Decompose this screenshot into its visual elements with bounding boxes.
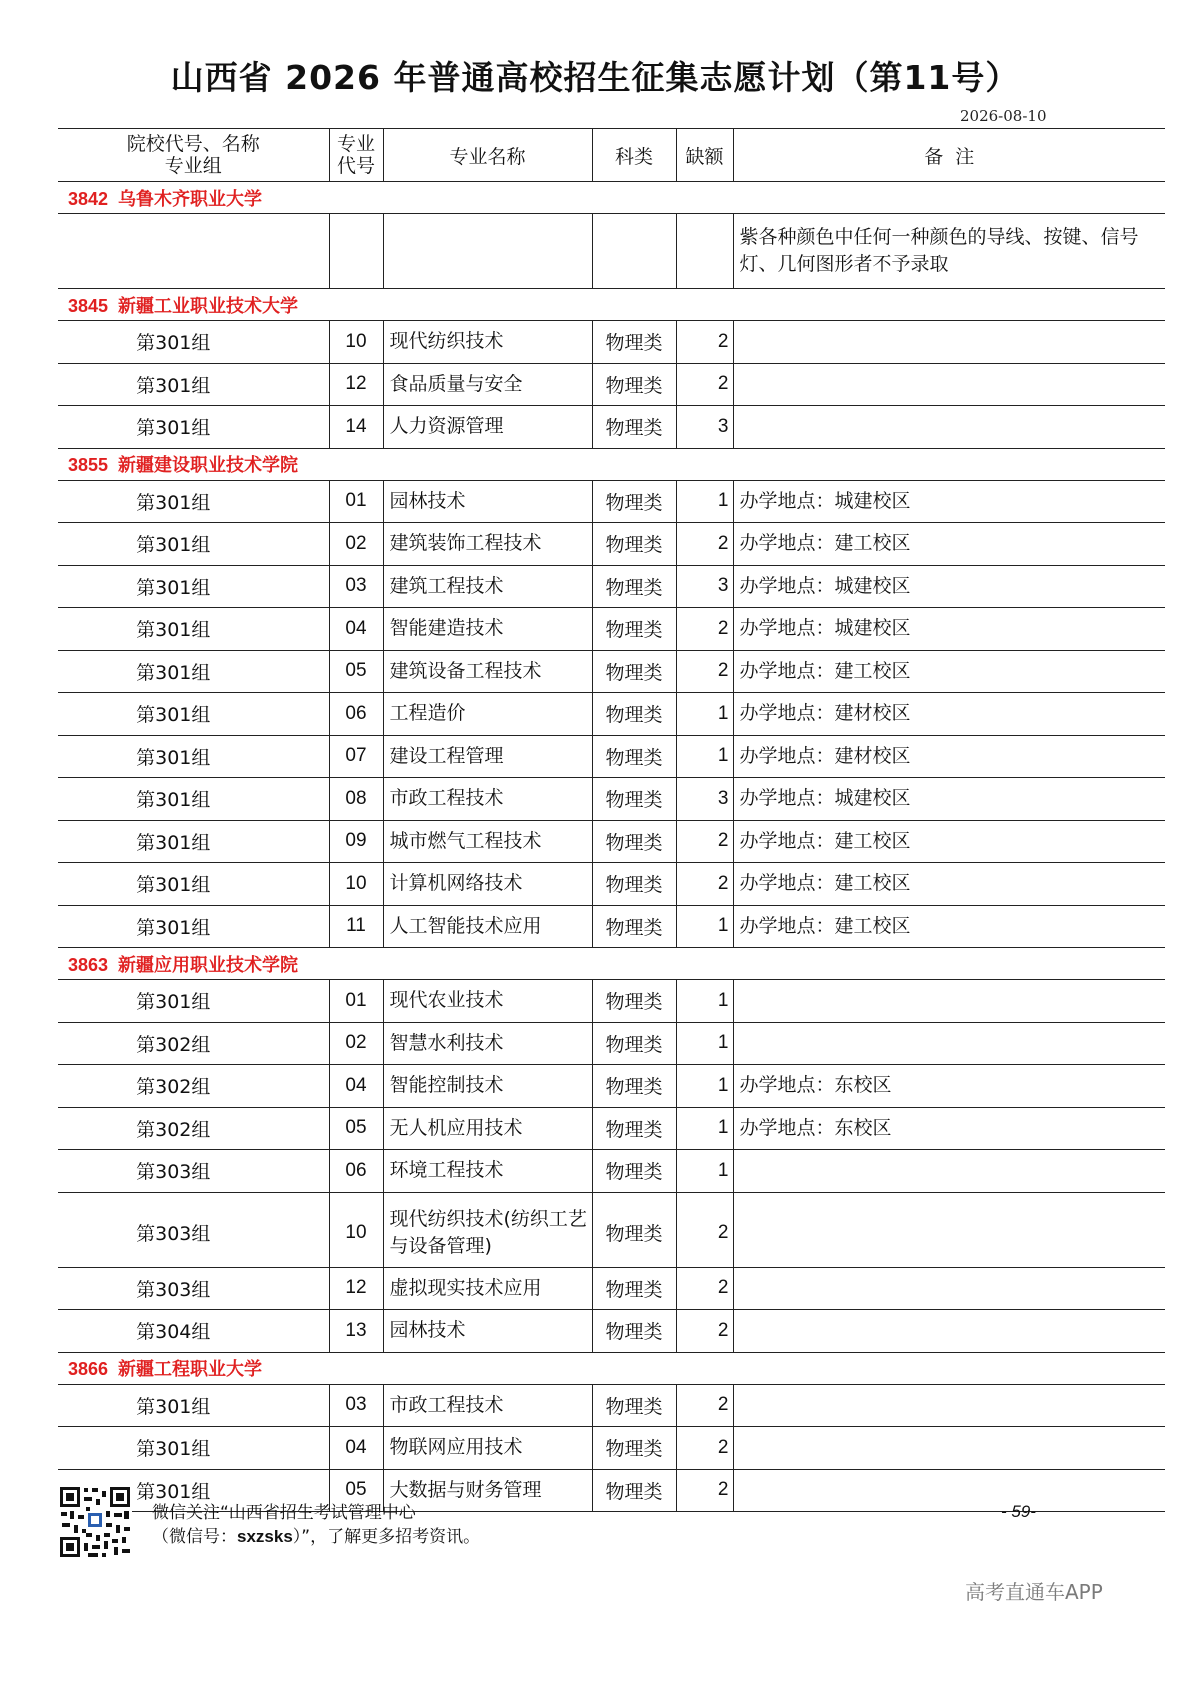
major-code-cell: 05 (329, 1107, 383, 1150)
quota-cell: 1 (676, 1150, 733, 1193)
group-cell: 第301组 (58, 565, 329, 608)
table-row (58, 1267, 1165, 1310)
note-cell: 办学地点：城建校区 (733, 778, 1165, 821)
note-cell: 办学地点：建工校区 (733, 905, 1165, 948)
table-row (58, 1427, 1165, 1470)
footer-line1: 微信关注“山西省招生考试管理中心 (152, 1503, 416, 1523)
quota-cell: 1 (676, 1107, 733, 1150)
group-cell: 第301组 (58, 650, 329, 693)
group-cell: 第301组 (58, 608, 329, 651)
group-cell: 第301组 (58, 905, 329, 948)
major-name-cell: 园林技术 (383, 480, 592, 523)
institution-name: 乌鲁木齐职业大学 (118, 188, 263, 210)
table-header-row (58, 129, 1165, 182)
table-row (58, 1384, 1165, 1427)
qr-code-icon (58, 1485, 132, 1559)
table-row (58, 735, 1165, 778)
institution-cell (58, 1352, 1165, 1384)
major-code-cell: 12 (329, 1267, 383, 1310)
major-code-cell: 07 (329, 735, 383, 778)
category-cell: 物理类 (592, 1065, 676, 1108)
note-cell: 办学地点：城建校区 (733, 608, 1165, 651)
table-row (58, 321, 1165, 364)
note-cell (733, 1150, 1165, 1193)
major-name-cell: 人工智能技术应用 (383, 905, 592, 948)
institution-row (58, 1352, 1165, 1384)
major-name-cell: 虚拟现实技术应用 (383, 1267, 592, 1310)
table-row (58, 863, 1165, 906)
institution-name: 新疆工程职业大学 (118, 1359, 263, 1380)
quota-cell: 1 (676, 480, 733, 523)
major-code-cell: 09 (329, 820, 383, 863)
category-cell: 物理类 (592, 1192, 676, 1267)
major-code-cell: 10 (329, 863, 383, 906)
major-name-cell: 智能建造技术 (383, 608, 592, 651)
note-cell (733, 363, 1165, 406)
major-name-cell: 工程造价 (383, 693, 592, 736)
category-cell: 物理类 (592, 650, 676, 693)
category-cell: 物理类 (592, 735, 676, 778)
quota-cell: 2 (676, 1427, 733, 1470)
table-row (58, 406, 1165, 449)
group-cell: 第302组 (58, 1022, 329, 1065)
major-name-cell: 计算机网络技术 (383, 863, 592, 906)
group-cell: 第301组 (58, 735, 329, 778)
header-group (58, 129, 329, 182)
note-cell: 办学地点：东校区 (733, 1065, 1165, 1108)
note-cell (733, 1427, 1165, 1470)
quota-cell: 1 (676, 693, 733, 736)
quota-cell: 3 (676, 406, 733, 449)
quota-cell: 2 (676, 1469, 733, 1512)
major-name-cell: 建筑工程技术 (383, 565, 592, 608)
note-cell: 办学地点：城建校区 (733, 480, 1165, 523)
quota-cell: 1 (676, 905, 733, 948)
note-cell: 办学地点：东校区 (733, 1107, 1165, 1150)
category-cell: 物理类 (592, 1107, 676, 1150)
quota-cell: 3 (676, 565, 733, 608)
footer-wechat-notice (152, 1501, 480, 1549)
major-code-cell: 06 (329, 693, 383, 736)
plan-table (58, 128, 1165, 1512)
group-cell: 第301组 (58, 480, 329, 523)
major-name-cell: 现代纺织技术 (383, 321, 592, 364)
group-cell: 第303组 (58, 1267, 329, 1310)
group-cell (58, 214, 329, 289)
table-row (58, 905, 1165, 948)
major-name-cell: 智能控制技术 (383, 1065, 592, 1108)
table-row (58, 214, 1165, 289)
note-cell (733, 1267, 1165, 1310)
major-name-cell (383, 214, 592, 289)
major-code-cell: 03 (329, 1384, 383, 1427)
note-cell (733, 1384, 1165, 1427)
major-name-cell: 市政工程技术 (383, 778, 592, 821)
major-code-cell: 02 (329, 1022, 383, 1065)
major-code-cell: 10 (329, 1192, 383, 1267)
group-cell: 第301组 (58, 980, 329, 1023)
major-code-cell: 03 (329, 565, 383, 608)
major-name-cell: 建筑装饰工程技术 (383, 523, 592, 566)
note-cell: 办学地点：城建校区 (733, 565, 1165, 608)
major-name-cell: 智慧水利技术 (383, 1022, 592, 1065)
publish-date: 2026-08-10 (960, 107, 1047, 125)
institution-cell (58, 289, 1165, 321)
major-code-cell: 08 (329, 778, 383, 821)
group-cell: 第301组 (58, 863, 329, 906)
institution-row (58, 448, 1165, 480)
major-name-cell: 现代农业技术 (383, 980, 592, 1023)
major-name-cell: 建设工程管理 (383, 735, 592, 778)
institution-name: 新疆应用职业技术学院 (118, 954, 299, 976)
table-row (58, 1150, 1165, 1193)
quota-cell: 1 (676, 735, 733, 778)
quota-cell: 1 (676, 1022, 733, 1065)
quota-cell: 2 (676, 863, 733, 906)
header-code-line2: 代号 (336, 155, 375, 177)
header-category: 科类 (592, 129, 676, 182)
group-cell: 第301组 (58, 820, 329, 863)
major-name-cell: 大数据与财务管理 (383, 1469, 592, 1512)
group-cell: 第301组 (58, 363, 329, 406)
header-major: 专业名称 (383, 129, 592, 182)
major-code-cell: 01 (329, 480, 383, 523)
category-cell: 物理类 (592, 1310, 676, 1353)
table-row (58, 980, 1165, 1023)
major-code-cell: 05 (329, 650, 383, 693)
category-cell: 物理类 (592, 693, 676, 736)
category-cell: 物理类 (592, 321, 676, 364)
major-name-cell: 园林技术 (383, 1310, 592, 1353)
table-row (58, 778, 1165, 821)
header-group-line2: 专业组 (164, 155, 222, 177)
table-row (58, 480, 1165, 523)
quota-cell: 2 (676, 523, 733, 566)
header-group-line1: 院校代号、名称 (126, 133, 260, 155)
table-row (58, 650, 1165, 693)
major-code-cell: 05 (329, 1469, 383, 1512)
institution-cell (58, 448, 1165, 480)
table-row (58, 1022, 1165, 1065)
major-code-cell: 04 (329, 1427, 383, 1470)
note-cell (733, 1469, 1165, 1512)
table-row (58, 693, 1165, 736)
major-code-cell: 04 (329, 608, 383, 651)
major-name-cell: 现代纺织技术(纺织工艺与设备管理) (383, 1192, 592, 1267)
major-code-cell (329, 214, 383, 289)
category-cell: 物理类 (592, 406, 676, 449)
institution-code: 3866 (68, 1359, 109, 1379)
quota-cell: 2 (676, 1267, 733, 1310)
note-cell: 办学地点：建工校区 (733, 650, 1165, 693)
note-cell: 办学地点：建工校区 (733, 523, 1165, 566)
quota-cell: 2 (676, 820, 733, 863)
note-cell: 办学地点：建材校区 (733, 693, 1165, 736)
note-cell (733, 321, 1165, 364)
category-cell: 物理类 (592, 363, 676, 406)
footer-line2 (152, 1525, 480, 1549)
page-title: 山西省 2026 年普通高校招生征集志愿计划（第11号） (170, 58, 1020, 97)
major-code-cell: 13 (329, 1310, 383, 1353)
quota-cell: 2 (676, 608, 733, 651)
group-cell: 第303组 (58, 1150, 329, 1193)
note-cell: 紫各种颜色中任何一种颜色的导线、按键、信号灯、几何图形者不予录取 (733, 214, 1165, 289)
group-cell: 第301组 (58, 523, 329, 566)
major-name-cell: 食品质量与安全 (383, 363, 592, 406)
category-cell: 物理类 (592, 1150, 676, 1193)
category-cell: 物理类 (592, 863, 676, 906)
note-cell: 办学地点：建工校区 (733, 863, 1165, 906)
category-cell: 物理类 (592, 1022, 676, 1065)
category-cell: 物理类 (592, 1427, 676, 1470)
category-cell: 物理类 (592, 608, 676, 651)
major-code-cell: 04 (329, 1065, 383, 1108)
quota-cell: 2 (676, 1192, 733, 1267)
table-row (58, 363, 1165, 406)
watermark: 高考直通车APP (965, 1580, 1103, 1604)
header-note: 备 注 (733, 129, 1165, 182)
group-cell: 第302组 (58, 1107, 329, 1150)
table-row (58, 1192, 1165, 1267)
major-code-cell: 14 (329, 406, 383, 449)
major-name-cell: 城市燃气工程技术 (383, 820, 592, 863)
major-name-cell: 市政工程技术 (383, 1384, 592, 1427)
major-code-cell: 12 (329, 363, 383, 406)
institution-cell (58, 182, 1165, 214)
table-row (58, 608, 1165, 651)
table-row (58, 1107, 1165, 1150)
major-name-cell: 人力资源管理 (383, 406, 592, 449)
table-row (58, 820, 1165, 863)
quota-cell (676, 214, 733, 289)
category-cell: 物理类 (592, 1469, 676, 1512)
category-cell: 物理类 (592, 565, 676, 608)
quota-cell: 2 (676, 321, 733, 364)
institution-row (58, 948, 1165, 980)
quota-cell: 3 (676, 778, 733, 821)
category-cell: 物理类 (592, 905, 676, 948)
group-cell: 第301组 (58, 693, 329, 736)
table-row (58, 565, 1165, 608)
category-cell: 物理类 (592, 523, 676, 566)
group-cell: 第301组 (58, 1469, 329, 1512)
institution-row (58, 289, 1165, 321)
group-cell: 第301组 (58, 406, 329, 449)
table-row (58, 523, 1165, 566)
note-cell: 办学地点：建工校区 (733, 820, 1165, 863)
quota-cell: 2 (676, 650, 733, 693)
major-name-cell: 环境工程技术 (383, 1150, 592, 1193)
major-code-cell: 06 (329, 1150, 383, 1193)
quota-cell: 1 (676, 1065, 733, 1108)
category-cell: 物理类 (592, 820, 676, 863)
major-code-cell: 11 (329, 905, 383, 948)
plan-table-body (58, 182, 1165, 1512)
group-cell: 第303组 (58, 1192, 329, 1267)
major-code-cell: 02 (329, 523, 383, 566)
category-cell: 物理类 (592, 980, 676, 1023)
major-code-cell: 01 (329, 980, 383, 1023)
group-cell: 第301组 (58, 1384, 329, 1427)
institution-code: 3842 (68, 188, 109, 209)
note-cell (733, 1022, 1165, 1065)
category-cell (592, 214, 676, 289)
header-code (329, 129, 383, 182)
note-cell (733, 1310, 1165, 1353)
group-cell: 第302组 (58, 1065, 329, 1108)
footer-line2-prefix: （微信号： (152, 1527, 237, 1547)
institution-code: 3855 (68, 455, 109, 475)
note-cell (733, 1192, 1165, 1267)
institution-name: 新疆建设职业技术学院 (118, 455, 299, 476)
group-cell: 第301组 (58, 1427, 329, 1470)
footer-line2-suffix: ）”，了解更多招考资讯。 (292, 1527, 481, 1547)
major-name-cell: 物联网应用技术 (383, 1427, 592, 1470)
wechat-id: sxzsks (237, 1527, 293, 1546)
category-cell: 物理类 (592, 480, 676, 523)
category-cell: 物理类 (592, 778, 676, 821)
group-cell: 第301组 (58, 321, 329, 364)
group-cell: 第301组 (58, 778, 329, 821)
note-cell (733, 406, 1165, 449)
institution-cell (58, 948, 1165, 980)
quota-cell: 2 (676, 1384, 733, 1427)
group-cell: 第304组 (58, 1310, 329, 1353)
major-name-cell: 建筑设备工程技术 (383, 650, 592, 693)
note-cell: 办学地点：建材校区 (733, 735, 1165, 778)
institution-code: 3845 (68, 295, 109, 316)
table-row (58, 1065, 1165, 1108)
institution-name: 新疆工业职业技术大学 (118, 295, 299, 317)
page-number: - 59- (1001, 1502, 1036, 1521)
table-row (58, 1310, 1165, 1353)
quota-cell: 2 (676, 363, 733, 406)
category-cell: 物理类 (592, 1384, 676, 1427)
category-cell: 物理类 (592, 1267, 676, 1310)
header-quota: 缺额 (676, 129, 733, 182)
quota-cell: 2 (676, 1310, 733, 1353)
institution-code: 3863 (68, 954, 109, 975)
quota-cell: 1 (676, 980, 733, 1023)
major-code-cell: 10 (329, 321, 383, 364)
header-code-line1: 专业 (336, 133, 375, 155)
major-name-cell: 无人机应用技术 (383, 1107, 592, 1150)
note-cell (733, 980, 1165, 1023)
institution-row (58, 182, 1165, 214)
